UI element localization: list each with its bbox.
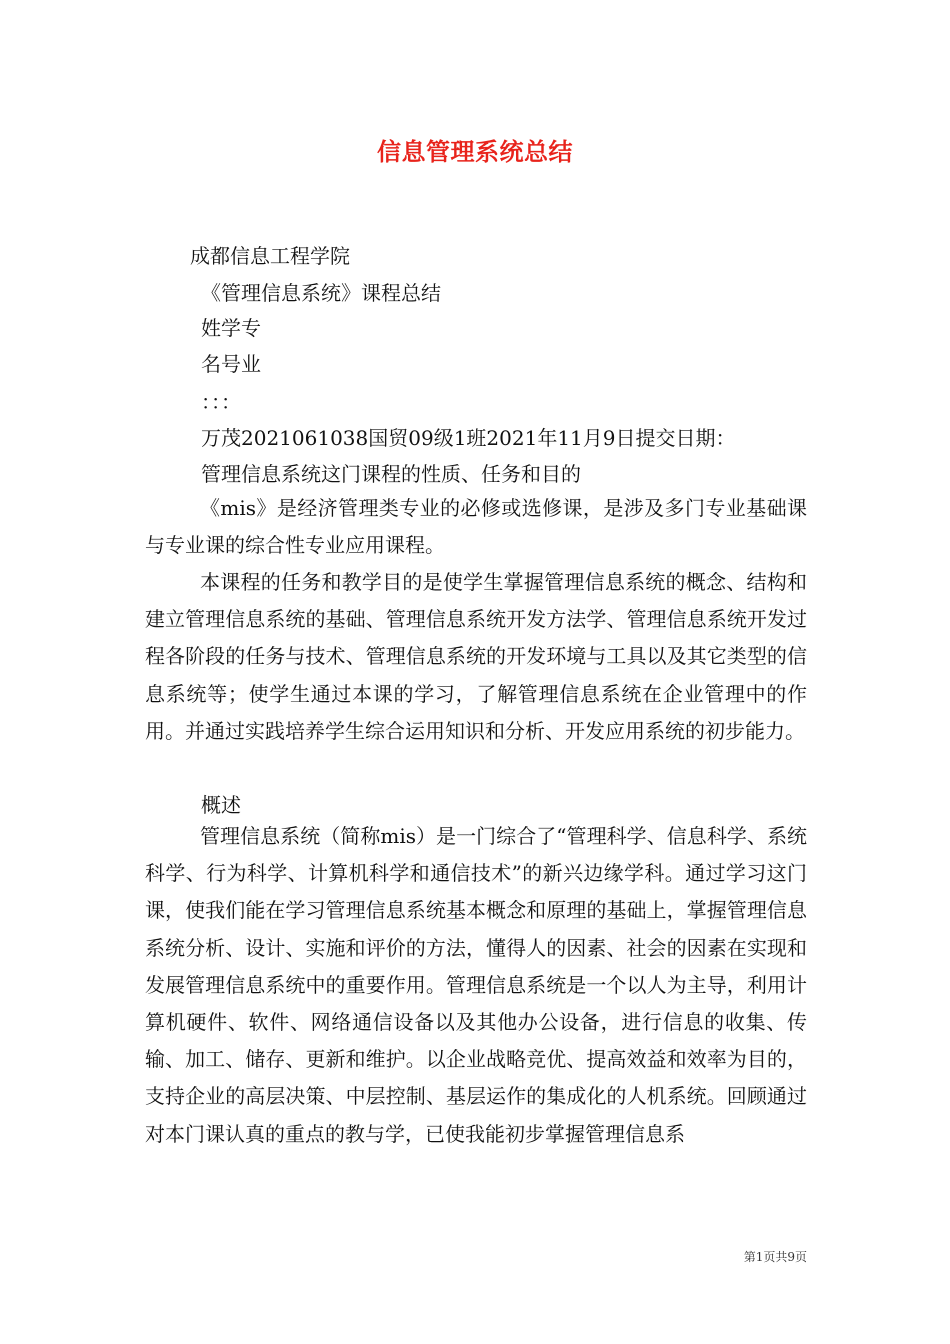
label-row-1: 姓学专 xyxy=(201,316,261,340)
overview-paragraph: 管理信息系统（简称mis）是一门综合了“管理科学、信息科学、系统科学、行为科学、计算机科学和通信技术”的新兴边缘学科。通过学习这门课，使我们能在学习管理信息系统基本概念和原理的基础上，掌握管理信息系统分析、设计、实施和评价的方法，懂得人的因素、社会的因素在实现和发展管理信息系统中的重要作用。管理信息系统是一个以人为主导，利用计算机硬件、软件、网络通信设备以及其他办公设备，进行信息的收集、传输、加工、储存、更新和维护。以企业战略竞优、提高效益和效率为目的，支持企业的高层决策、中层控制、基层运作的集成化的人机系统。回顾通过对本门课认真的重点的教与学，已使我能初步掌握管理信息系 xyxy=(145,824,807,1146)
student-info-line: 万茂2021061038国贸09级1班2021年11月9日提交日期： xyxy=(201,426,736,450)
course-nature-heading: 管理信息系统这门课程的性质、任务和目的 xyxy=(201,462,581,486)
page-number-footer: 第1页共9页 xyxy=(743,1250,807,1264)
course-title-line: 《管理信息系统》课程总结 xyxy=(201,281,441,305)
label-row-2: 名号业 xyxy=(201,352,261,376)
mis-intro-paragraph: 《mis》是经济管理类专业的必修或选修课，是涉及多门专业基础课与专业课的综合性专业应用课程。 xyxy=(145,496,807,558)
school-name: 成都信息工程学院 xyxy=(190,244,350,268)
course-tasks-paragraph: 本课程的任务和教学目的是使学生掌握管理信息系统的概念、结构和建立管理信息系统的基础、管理信息系统开发方法学、管理信息系统开发过程各阶段的任务与技术、管理信息系统的开发环境与工具以及其它类型的信息系统等；使学生通过本课的学习，了解管理信息系统在企业管理中的作用。并通过实践培养学生综合运用知识和分析、开发应用系统的初步能力。 xyxy=(145,570,807,743)
label-row-3: ：：： xyxy=(201,390,241,414)
document-title: 信息管理系统总结 xyxy=(377,137,573,166)
overview-heading: 概述 xyxy=(201,793,241,817)
